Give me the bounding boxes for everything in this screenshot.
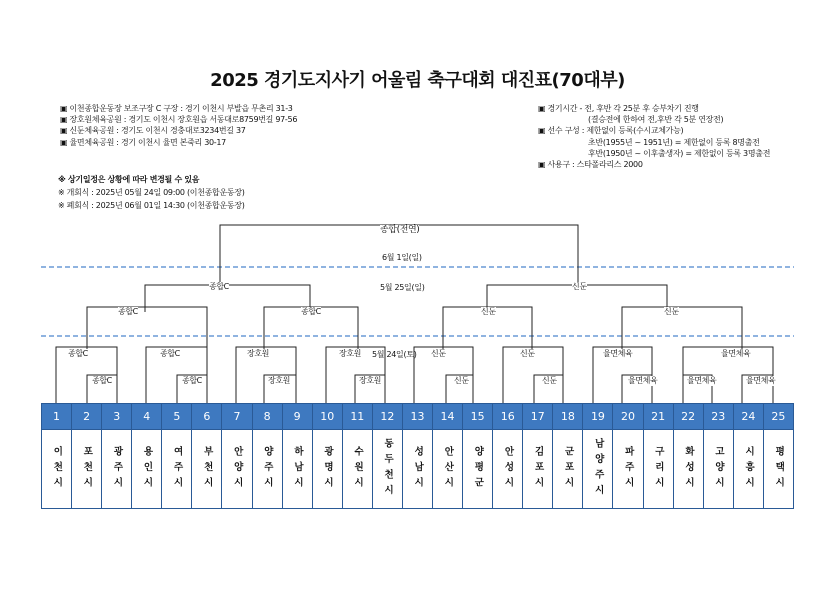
team-number: 19 bbox=[583, 404, 613, 429]
team-name: 하남시 bbox=[291, 445, 303, 493]
team-number: 3 bbox=[102, 404, 132, 429]
team-cell bbox=[222, 430, 252, 508]
team-name: 안성시 bbox=[502, 445, 514, 493]
team-cell bbox=[162, 430, 192, 508]
rule-line: ▣ 사용구 : 스타폴라리스 2000 bbox=[538, 160, 643, 170]
team-name: 고양시 bbox=[713, 445, 724, 493]
team-number-row bbox=[41, 403, 794, 430]
qf-label: 신둔 bbox=[664, 307, 679, 316]
team-name: 파주시 bbox=[622, 445, 634, 493]
team-cell bbox=[102, 430, 132, 508]
team-cell bbox=[674, 430, 704, 508]
team-name: 부천시 bbox=[201, 445, 213, 493]
team-name: 성남시 bbox=[412, 445, 424, 493]
r1-label: 종합C bbox=[182, 376, 202, 385]
team-cell bbox=[644, 430, 674, 508]
closing-ceremony: ※ 폐회식 : 2025년 06월 01일 14:30 (이천종합운동장) bbox=[58, 201, 245, 210]
team-number: 13 bbox=[403, 404, 433, 429]
team-cell bbox=[403, 430, 433, 508]
team-number: 1 bbox=[42, 404, 72, 429]
rule-line: 후반(1950년 ~ 이후출생자) = 제한없이 등록 3명출전 bbox=[588, 148, 771, 158]
r1-label: 율면체육 bbox=[721, 349, 751, 358]
r1-label: 장호원 bbox=[359, 376, 381, 385]
semi-left-label: 종합C bbox=[209, 282, 229, 291]
team-name: 안양시 bbox=[231, 445, 243, 493]
r1-label: 신둔 bbox=[431, 349, 446, 358]
team-name: 남양주시 bbox=[592, 438, 604, 500]
team-name: 시흥시 bbox=[743, 445, 755, 493]
team-number: 10 bbox=[313, 404, 343, 429]
team-number: 12 bbox=[373, 404, 403, 429]
r1-label: 신둔 bbox=[454, 376, 469, 385]
team-cell bbox=[373, 430, 403, 508]
team-number: 25 bbox=[771, 410, 786, 423]
team-cell bbox=[132, 430, 162, 508]
team-name: 광주시 bbox=[111, 445, 123, 493]
team-cell bbox=[72, 430, 102, 508]
semi-right-label: 신둔 bbox=[572, 282, 587, 291]
team-cell bbox=[463, 430, 493, 508]
team-name: 군포시 bbox=[562, 445, 574, 493]
r1-label: 장호원 bbox=[268, 376, 290, 385]
r1-label: 율면체육 bbox=[746, 376, 776, 385]
team-cell bbox=[283, 430, 313, 508]
team-number: 18 bbox=[553, 404, 583, 429]
r1-label: 종합C bbox=[68, 349, 88, 358]
change-warning: ※ 상기일정은 상황에 따라 변경될 수 있음 bbox=[58, 175, 200, 184]
team-name: 김포시 bbox=[532, 445, 544, 493]
team-number: 7 bbox=[222, 404, 252, 429]
team-number: 23 bbox=[704, 404, 734, 429]
final-date: 6월 1일(일) bbox=[382, 253, 422, 262]
rule-line: ▣ 경기시간 - 전, 후반 각 25분 후 승부차기 진행 bbox=[538, 104, 699, 113]
team-cell bbox=[253, 430, 283, 508]
team-cell bbox=[704, 430, 734, 508]
venue-line: ▣ 장호원체육공원 : 경기도 이천시 장호원읍 서동대로8759번길 97-56 bbox=[60, 115, 298, 125]
team-name: 구리시 bbox=[652, 445, 664, 493]
team-cell bbox=[433, 430, 463, 508]
team-name: 화성시 bbox=[682, 445, 694, 493]
team-name: 양평군 bbox=[472, 445, 484, 493]
qf-label: 종합C bbox=[301, 307, 321, 316]
r1-label: 종합C bbox=[160, 349, 180, 358]
team-number: 11 bbox=[343, 404, 373, 429]
first-round-date: 5월 24일(토) bbox=[372, 350, 417, 359]
team-cell bbox=[553, 430, 583, 508]
team-name: 평택시 bbox=[773, 445, 785, 493]
venue-line: ▣ 이천종합운동장 보조구장 C 구장 : 경기 이천시 부발읍 무촌리 31-3 bbox=[60, 104, 293, 113]
rule-line: (결승전에 한하여 전,후반 각 5분 연장전) bbox=[588, 115, 724, 125]
team-number: 9 bbox=[283, 404, 313, 429]
team-name: 양주시 bbox=[261, 445, 273, 493]
team-number: 14 bbox=[433, 404, 463, 429]
team-number: 4 bbox=[132, 404, 162, 429]
team-number: 20 bbox=[613, 404, 643, 429]
page-title: 2025 경기도지사기 어울림 축구대회 대진표(70대부) bbox=[210, 70, 625, 91]
team-number: 22 bbox=[674, 404, 704, 429]
champion-label: 종합(전연) bbox=[380, 225, 420, 235]
team-cell bbox=[313, 430, 343, 508]
team-number: 24 bbox=[734, 404, 764, 429]
team-number: 5 bbox=[162, 404, 192, 429]
team-cell bbox=[764, 430, 793, 508]
r1-label: 장호원 bbox=[339, 349, 361, 358]
opening-ceremony: ※ 개회식 : 2025년 05월 24일 09:00 (이천종합운동장) bbox=[58, 188, 245, 197]
r1-label: 신둔 bbox=[520, 349, 535, 358]
r1-label: 율면체육 bbox=[687, 376, 717, 385]
team-cell bbox=[343, 430, 373, 508]
team-number: 17 bbox=[523, 404, 553, 429]
team-name: 포천시 bbox=[81, 445, 93, 493]
team-name: 이천시 bbox=[51, 445, 63, 493]
team-cell bbox=[734, 430, 764, 508]
team-cell bbox=[192, 430, 222, 508]
team-number: 6 bbox=[192, 404, 222, 429]
r1-label: 신둔 bbox=[542, 376, 557, 385]
r1-label: 장호원 bbox=[247, 349, 269, 358]
venue-line: ▣ 신둔체육공원 : 경기도 이천시 경충대로3234번길 37 bbox=[60, 126, 246, 136]
team-name: 용인시 bbox=[141, 445, 153, 493]
rule-line: ▣ 선수 구성 : 제한없이 등록(수시교체가능) bbox=[538, 126, 684, 136]
team-name: 수원시 bbox=[352, 445, 364, 493]
r1-label: 종합C bbox=[92, 376, 112, 385]
team-name: 동두천시 bbox=[382, 438, 394, 500]
team-name: 광명시 bbox=[321, 445, 333, 493]
venue-line: ▣ 율면체육공원 : 경기 이천시 율면 본죽리 30-17 bbox=[60, 137, 226, 147]
team-number: 15 bbox=[463, 404, 493, 429]
team-number: 16 bbox=[493, 404, 523, 429]
team-number: 2 bbox=[72, 404, 102, 429]
r1-label: 율면체육 bbox=[603, 349, 633, 358]
rule-line: 초반(1955년 ~ 1951년) = 제한없이 등록 8명출전 bbox=[588, 137, 760, 147]
team-cell bbox=[583, 430, 613, 508]
team-cell bbox=[523, 430, 553, 508]
team-number: 21 bbox=[644, 404, 674, 429]
team-name-row bbox=[41, 430, 794, 509]
team-cell bbox=[42, 430, 72, 508]
semifinal-date: 5월 25일(일) bbox=[380, 283, 425, 292]
team-name: 안산시 bbox=[442, 445, 454, 493]
qf-label: 신둔 bbox=[481, 307, 496, 316]
r1-label: 율면체육 bbox=[628, 376, 658, 385]
team-cell bbox=[613, 430, 643, 508]
team-number: 8 bbox=[253, 404, 283, 429]
team-name: 여주시 bbox=[171, 445, 183, 493]
team-cell bbox=[493, 430, 523, 508]
qf-label: 종합C bbox=[118, 307, 138, 316]
